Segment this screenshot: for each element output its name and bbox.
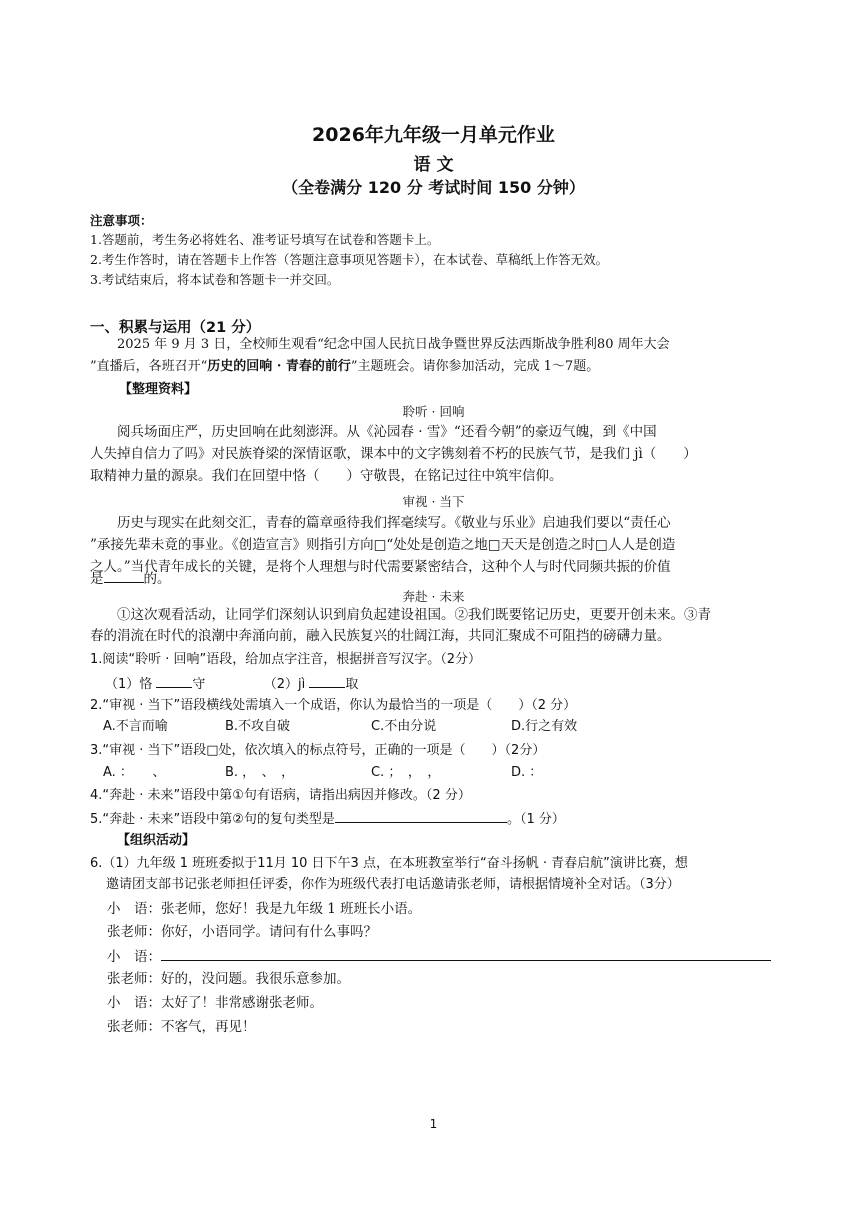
paragraph-line: ①这次观看活动，让同学们深刻认识到肩负起建设祖国。②我们既要铭记历史，更要开创未来。③青	[117, 607, 711, 623]
section-heading: 一、积累与运用（21 分）	[90, 320, 261, 336]
dialogue-line	[107, 948, 771, 965]
part1-title: 聆听 · 回响	[402, 404, 465, 419]
material-label: 【整理资料】	[119, 382, 198, 397]
q1-item-1-suffix: 守	[192, 677, 206, 692]
intro-line: 2025 年 9 月 3 日，全校师生观看“纪念中国人民抗日战争暨世界反法西斯战争胜利80 周年大会	[117, 337, 670, 352]
paragraph-line	[90, 570, 171, 587]
paragraph-line: 历史与现实在此刻交汇，青春的篇章亟待我们挥毫续写。《敬业与乐业》启迪我们要以“责任心	[117, 515, 671, 531]
q1-item-1: （1）恪	[105, 677, 153, 692]
exam-title: 2026年九年级一月单元作业	[312, 124, 555, 146]
paragraph-line: 之人。”当代青年成长的关键，是将个人理想与时代需要紧密结合，这种个人与时代同频共振的价值	[90, 559, 671, 575]
question-4: 4.“奔赴 · 未来”语段中第①句有语病，请指出病因并修改。（2 分）	[90, 788, 471, 803]
dialogue-speaker: 小 语：	[107, 949, 161, 965]
question-5-score: 。（1 分）	[506, 812, 565, 827]
idiom-blank	[104, 570, 144, 583]
part2-title: 审视 · 当下	[402, 494, 465, 509]
paragraph-text: 的。	[143, 571, 171, 587]
intro-line	[90, 359, 599, 375]
notice-item: 3.考试结束后，将本试卷和答题卡一并交回。	[90, 272, 340, 287]
intro-text: ”主题班会。请你参加活动，完成 1～7题。	[350, 359, 600, 374]
question-3: 3.“审视 · 当下”语段□处，依次填入的标点符号，正确的一项是（ ）（2分）	[90, 743, 546, 758]
option-a: A. ： 、	[103, 765, 166, 780]
exam-meta: （全卷满分 120 分 考试时间 150 分钟）	[282, 178, 585, 197]
intro-text: ”直播后，各班召开“	[90, 359, 208, 374]
paragraph-text: 是	[90, 571, 104, 587]
dialogue-line: 小 语：太好了！非常感谢张老师。	[107, 995, 323, 1011]
option-d: D. ：	[511, 765, 575, 780]
dialogue-answer-blank[interactable]	[161, 948, 771, 961]
option-c: C.不由分说	[371, 719, 437, 734]
question-2: 2.“审视 · 当下”语段横线处需填入一个成语，你认为最恰当的一项是（ ）（2 分）	[90, 698, 577, 713]
page-number: 1	[429, 1117, 438, 1131]
option-a: A.不言而喻	[103, 719, 168, 734]
question-1-answers	[105, 675, 358, 693]
answer-blank[interactable]	[335, 810, 507, 823]
option-d: D.行之有效	[511, 719, 578, 734]
paragraph-line: 阅兵场面庄严，历史回响在此刻澎湃。从《沁园春 · 雪》“还看今朝”的豪迈气魄，到《中国	[117, 424, 657, 440]
question-5	[90, 810, 565, 828]
notice-item: 2.考生作答时，请在答题卡上作答（答题注意事项见答题卡），在本试卷、草稿纸上作答无效。	[90, 252, 609, 267]
notice-item: 1.答题前，考生务必将姓名、准考证号填写在试卷和答题卡上。	[90, 232, 440, 247]
answer-blank[interactable]	[156, 675, 192, 688]
paragraph-line: 人失掉自信力了吗》对民族脊梁的深情讴歌，课本中的文字镌刻着不朽的民族气节，是我们 jì（ ）	[90, 446, 697, 462]
part3-title: 奔赴 · 未来	[402, 589, 465, 604]
subject-title: 语 文	[413, 155, 454, 175]
paragraph-line: ”承接先辈未竟的事业。《创造宣言》则指引方向□“处处是创造之地□天天是创造之时□人人是创造	[90, 537, 676, 553]
answer-blank[interactable]	[309, 675, 345, 688]
dialogue-line: 张老师：好的，没问题。我很乐意参加。	[107, 971, 350, 987]
q1-item-2: （2）jì	[263, 677, 306, 692]
dialogue-line: 张老师：你好，小语同学。请问有什么事吗？	[107, 924, 377, 940]
dialogue-line: 小 语：张老师，您好！我是九年级 1 班班长小语。	[107, 901, 422, 917]
activity-label: 【组织活动】	[117, 833, 196, 848]
question-6-line: 邀请团支部书记张老师担任评委，你作为班级代表打电话邀请张老师，请根据情境补全对话。（3分）	[106, 877, 680, 892]
question-6-line: 6.（1）九年级 1 班班委拟于11月 10 日下午3 点，在本班教室举行“奋斗扬帆 · 青春启航”演讲比赛，想	[90, 856, 688, 871]
question-1: 1.阅读“聆听 · 回响”语段，给加点字注音，根据拼音写汉字。（2分）	[90, 652, 482, 667]
option-b: B. ， 、 ，	[225, 765, 295, 780]
q1-item-2-suffix: 取	[345, 677, 359, 692]
notice-heading: 注意事项：	[90, 213, 153, 228]
option-b: B.不攻自破	[225, 719, 291, 734]
question-5-text: 5.“奔赴 · 未来”语段中第②句的复句类型是	[90, 812, 335, 827]
dialogue-line: 张老师：不客气，再见！	[107, 1019, 256, 1035]
option-c: C. ； ， ，	[371, 765, 441, 780]
paragraph-line: 春的涓流在时代的浪潮中奔涌向前，融入民族复兴的壮阔江海，共同汇聚成不可阻挡的磅礴力量。	[90, 628, 671, 644]
theme-name: 历史的回响 · 青春的前行	[207, 359, 351, 374]
paragraph-line: 取精神力量的源泉。我们在回望中恪（ ）守敬畏，在铭记过往中筑牢信仰。	[90, 468, 563, 484]
